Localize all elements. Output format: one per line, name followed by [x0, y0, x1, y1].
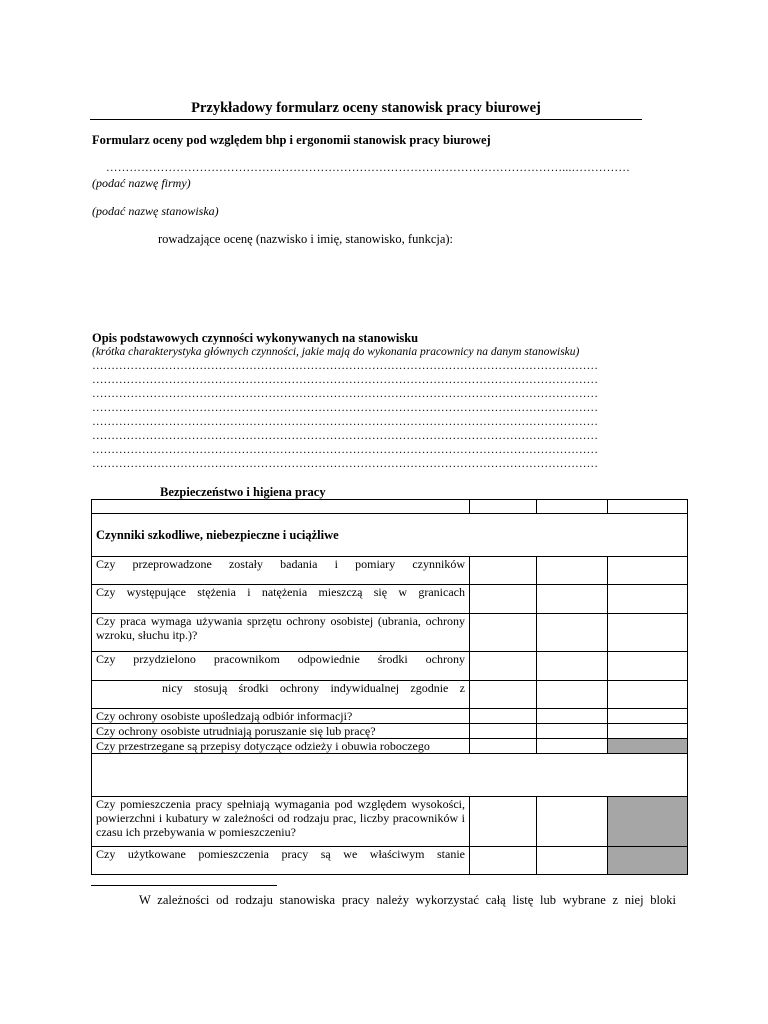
table-row [92, 724, 688, 739]
answer-cell[interactable] [470, 847, 537, 875]
section-heading-harmful-factors: Czynniki szkodliwe, niebezpieczne i uciążliwe [92, 514, 688, 557]
question-text: nicy stosują środki ochrony indywidualnej zgodnie z [92, 681, 470, 709]
table-row [92, 681, 688, 709]
answer-cell[interactable] [470, 557, 537, 585]
section-row [92, 514, 688, 557]
activity-line[interactable]: …………………………………………………………………………………………………………………… [92, 444, 598, 456]
question-text: Czy pomieszczenia pracy spełniają wymagania pod względem wysokości, powierzchni i kubatury w zależności od rodzaju prac, liczby pracowników i czasu ich przebywania w pomieszczeniu? [92, 797, 470, 847]
table-row [92, 797, 688, 847]
activity-line[interactable]: …………………………………………………………………………………………………………………… [92, 360, 598, 372]
answer-cell[interactable] [608, 709, 688, 724]
question-text: Czy użytkowane pomieszczenia pracy są we właściwym stanie [92, 847, 470, 875]
question-text: Czy przeprowadzone zostały badania i pomiary czynników [92, 557, 470, 585]
answer-cell[interactable] [470, 500, 537, 514]
table-row [92, 709, 688, 724]
question-text: Czy praca wymaga używania sprzętu ochrony osobistej (ubrania, ochrony wzroku, słuchu itp.)? [92, 614, 470, 652]
table-header-row [92, 500, 688, 514]
answer-cell[interactable] [537, 724, 608, 739]
answer-cell[interactable] [537, 557, 608, 585]
position-name-hint: (podać nazwę stanowiska) [92, 204, 219, 218]
answer-cell[interactable] [537, 652, 608, 681]
answer-cell[interactable] [470, 652, 537, 681]
activities-heading: Opis podstawowych czynności wykonywanych na stanowisku [92, 331, 419, 345]
answer-cell[interactable] [470, 585, 537, 614]
answer-cell[interactable] [537, 585, 608, 614]
question-text: Czy przydzielono pracownikom odpowiednie środki ochrony [92, 652, 470, 681]
answer-cell[interactable] [537, 797, 608, 847]
table-row [92, 652, 688, 681]
table-row [92, 585, 688, 614]
assessor-label: rowadzające ocenę (nazwisko i imię, stanowisko, funkcja): [158, 232, 454, 246]
answer-cell[interactable] [537, 500, 608, 514]
answer-cell[interactable] [470, 681, 537, 709]
answer-cell[interactable] [608, 557, 688, 585]
answer-cell[interactable] [537, 709, 608, 724]
bhp-heading: Bezpieczeństwo i higiena pracy [160, 485, 326, 499]
activities-hint: (krótka charakterystyka głównych czynności, jakie mają do wykonania pracownicy na danym stanowisku) [92, 346, 580, 358]
answer-cell[interactable] [608, 614, 688, 652]
disabled-cell [608, 739, 688, 754]
document-title: Przykładowy formularz oceny stanowisk pracy biurowej [90, 100, 642, 120]
table-cell [92, 500, 470, 514]
question-text: Czy ochrony osobiste upośledzają odbiór informacji? [92, 709, 470, 724]
activity-line[interactable]: …………………………………………………………………………………………………………………… [92, 430, 598, 442]
question-text: Czy przestrzegane są przepisy dotyczące odzieży i obuwia roboczego [92, 739, 470, 754]
activity-line[interactable]: …………………………………………………………………………………………………………………… [92, 458, 598, 470]
disabled-cell [608, 797, 688, 847]
section-heading-empty [92, 754, 688, 797]
answer-cell[interactable] [608, 500, 688, 514]
section-row [92, 754, 688, 797]
answer-cell[interactable] [608, 681, 688, 709]
question-text: Czy ochrony osobiste utrudniają poruszanie się lub pracę? [92, 724, 470, 739]
answer-cell[interactable] [470, 724, 537, 739]
answer-cell[interactable] [608, 652, 688, 681]
answer-cell[interactable] [470, 614, 537, 652]
disabled-cell [608, 847, 688, 875]
activity-line[interactable]: …………………………………………………………………………………………………………………… [92, 374, 598, 386]
question-text: Czy występujące stężenia i natężenia mieszczą się w granicach [92, 585, 470, 614]
answer-cell[interactable] [537, 847, 608, 875]
activity-line[interactable]: …………………………………………………………………………………………………………………… [92, 416, 598, 428]
footnote-text: W zależności od rodzaju stanowiska pracy należy wykorzystać całą listę lub wybrane z niej bloki [139, 893, 676, 907]
table-row [92, 557, 688, 585]
answer-cell[interactable] [608, 585, 688, 614]
answer-cell[interactable] [608, 724, 688, 739]
answer-cell[interactable] [537, 614, 608, 652]
table-row [92, 739, 688, 754]
activity-line[interactable]: …………………………………………………………………………………………………………………… [92, 388, 598, 400]
answer-cell[interactable] [470, 709, 537, 724]
table-row [92, 847, 688, 875]
answer-cell[interactable] [470, 739, 537, 754]
company-name-field[interactable]: ………………………………………………………………………………………………………...…………… [106, 162, 631, 174]
answer-cell[interactable] [537, 739, 608, 754]
answer-cell[interactable] [470, 797, 537, 847]
form-subtitle: Formularz oceny pod względem bhp i ergonomii stanowisk pracy biurowej [92, 133, 491, 147]
company-name-hint: (podać nazwę firmy) [92, 176, 191, 190]
footnote-separator [91, 885, 277, 886]
answer-cell[interactable] [537, 681, 608, 709]
table-row [92, 614, 688, 652]
activity-line[interactable]: …………………………………………………………………………………………………………………… [92, 402, 598, 414]
assessment-table [91, 499, 688, 875]
